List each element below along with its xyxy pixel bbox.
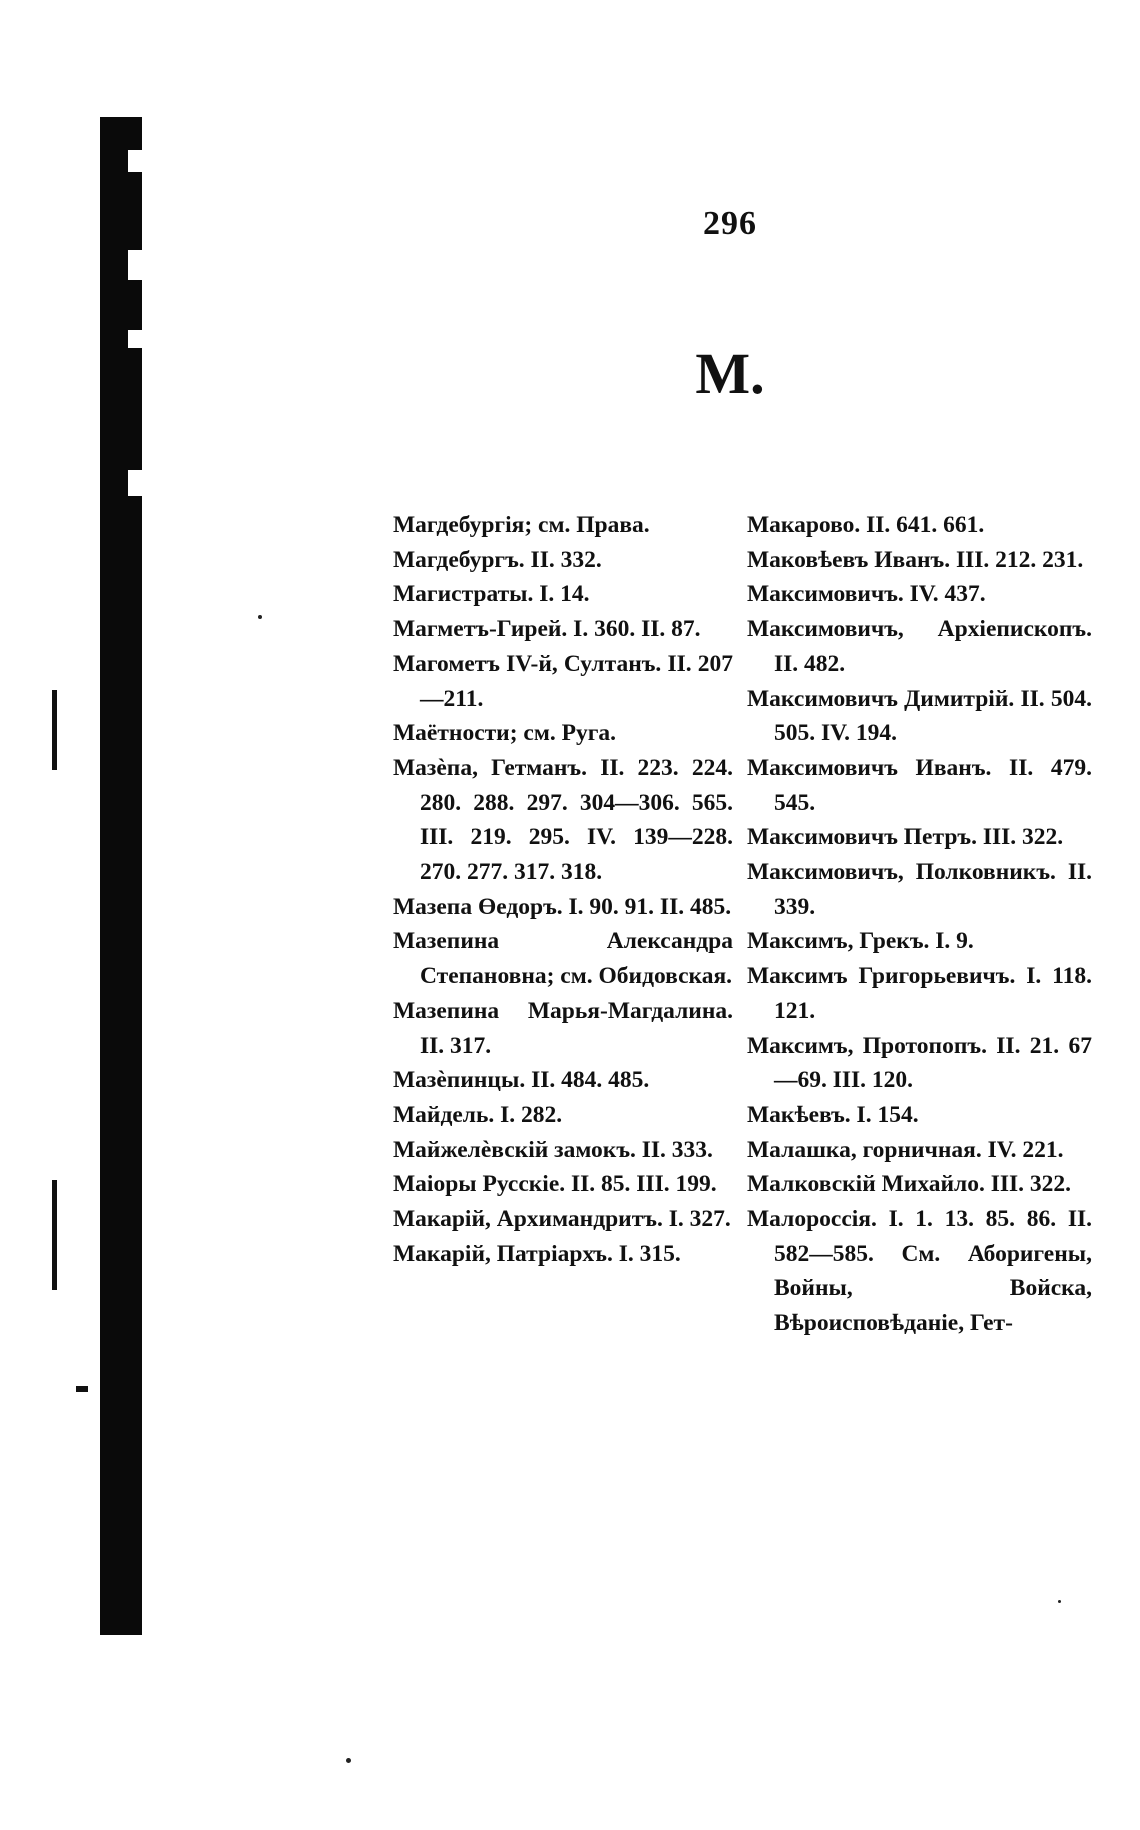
index-entry: Максимовичъ Петръ. III. 322. xyxy=(747,824,1064,851)
section-heading: M. xyxy=(695,341,765,406)
index-entry: Максимъ, Грекъ. I. 9. xyxy=(747,928,974,955)
index-entry: Маётности; см. Руга. xyxy=(393,720,616,747)
index-entry: Мазѐпинцы. II. 484. 485. xyxy=(393,1067,650,1094)
index-entry: Майдель. I. 282. xyxy=(393,1101,563,1128)
index-entry: Максимъ, Протопопъ. II. 21. 67—69. III. 120. xyxy=(747,1032,1092,1094)
binding-notch xyxy=(128,150,142,172)
index-entry: Магдебургія; см. Права. xyxy=(393,512,650,538)
index-column-right xyxy=(747,508,1092,1341)
index-entry: Макарово. II. 641. 661. xyxy=(747,512,985,538)
index-entry: Магистраты. I. 14. xyxy=(393,581,590,608)
binding-notch xyxy=(128,470,142,496)
index-entry: Малковскій Михайло. III. 322. xyxy=(747,1171,1072,1198)
index-entry: Малороссія. I. 1. 13. 85. 86. II. 582—585. См. Аборигены, Войны, Войска, Вѣроисповѣданіе, Гет- xyxy=(747,1206,1092,1337)
index-entry: Маіоры Русскіе. II. 85. III. 199. xyxy=(393,1171,717,1198)
index-entry: Малашка, горничная. IV. 221. xyxy=(747,1136,1064,1163)
ink-speck xyxy=(1058,1600,1061,1603)
ink-speck xyxy=(346,1758,351,1763)
index-entry: Мазѐпа, Гетманъ. II. 223. 224. 280. 288. 297. 304—306. 565. III. 219. 295. IV. 139—228. 270. 277. 317. 318. xyxy=(393,754,733,886)
margin-mark xyxy=(52,1180,57,1290)
index-entry: Мазепина Александра Степановна; см. Обидовская. xyxy=(393,928,733,990)
index-entry: Максимовичъ, Архіепископъ. II. 482. xyxy=(747,616,1092,677)
index-entry: Макарій, Патріархъ. I. 315. xyxy=(393,1240,681,1267)
index-entry: Максимовичъ. IV. 437. xyxy=(747,581,986,608)
index-column-left xyxy=(393,508,733,1271)
index-entry: Максимовичъ Иванъ. II. 479. 545. xyxy=(747,754,1092,816)
binding-notch xyxy=(128,330,142,348)
margin-mark xyxy=(76,1386,88,1392)
index-entry: Мазепина Марья-Магдалина. II. 317. xyxy=(393,997,733,1059)
index-entry: Майжелѐвскій замокъ. II. 333. xyxy=(393,1136,713,1163)
index-entry: Магдебургъ. II. 332. xyxy=(393,546,602,573)
index-entry: Макарій, Архимандритъ. I. 327. xyxy=(393,1206,731,1233)
index-entry: Магометъ IV-й, Султанъ. II. 207—211. xyxy=(393,650,733,712)
index-entry: Максимъ Григорьевичъ. I. 118. 121. xyxy=(747,963,1092,1024)
index-entry: Маковѣевъ Иванъ. III. 212. 231. xyxy=(747,546,1084,573)
index-entry: Мазепа Өедоръ. I. 90. 91. II. 485. xyxy=(393,893,732,920)
margin-mark xyxy=(52,690,57,770)
index-entry: Макѣевъ. I. 154. xyxy=(747,1101,919,1128)
ink-speck xyxy=(258,615,262,619)
binding-notch xyxy=(128,250,142,280)
page-number: 296 xyxy=(703,205,757,242)
index-entry: Магметъ-Гирей. I. 360. II. 87. xyxy=(393,616,701,643)
index-entry: Максимовичъ Димитрій. II. 504. 505. IV. 194. xyxy=(747,685,1092,747)
index-entry: Максимовичъ, Полковникъ. II. 339. xyxy=(747,859,1092,920)
